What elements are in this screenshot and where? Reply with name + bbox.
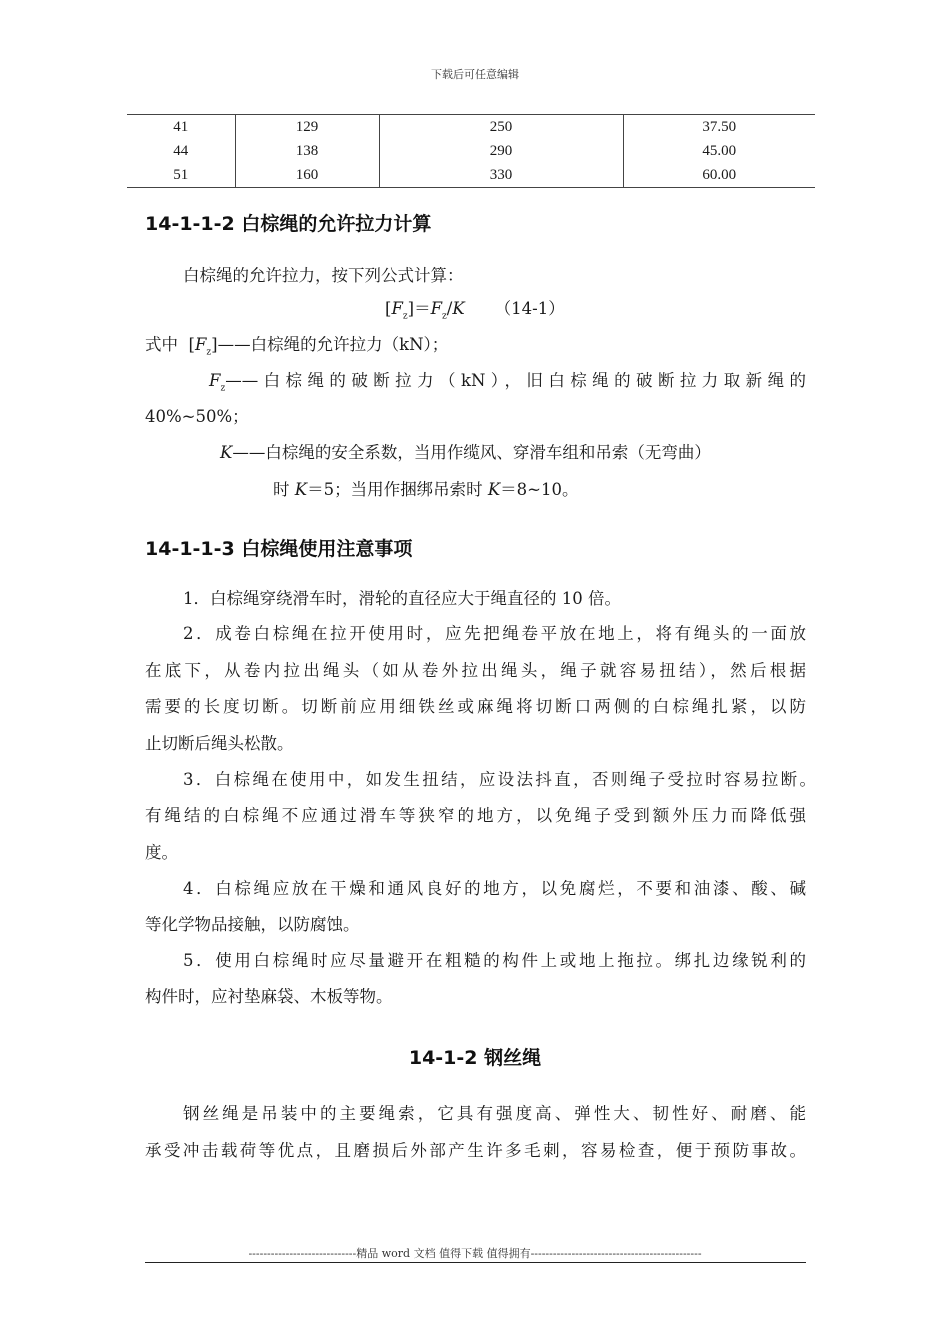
list-item: 3．白棕绳在使用中，如发生扭结，应设法抖直，否则绳子受拉时容易拉断。 [183,770,816,789]
formula: $[F_z]=F_z/K$ （14-1） [385,299,565,322]
list-item-cont: 需要的长度切断。切断前应用细铁丝或麻绳将切断口两侧的白棕绳扎紧，以防 [145,697,806,716]
list-item-cont: 止切断后绳头松散。 [145,734,294,753]
definition-safety-factor-cont: 时 K＝5；当用作捆绑吊索时 K＝8~10。 [273,480,579,499]
table-cell: 60.00 [623,163,815,188]
table-cell: 160 [235,163,379,188]
table-row [127,163,815,188]
definition-breaking-force-cont: 40%~50%； [145,407,249,426]
table-cell: 290 [379,139,623,163]
table-cell: 129 [235,115,379,140]
list-item-cont: 等化学物品接触，以防腐蚀。 [145,915,360,934]
table-cell: 45.00 [623,139,815,163]
section-heading: 14-1-1-2 白棕绳的允许拉力计算 [145,213,432,235]
definition-safety-factor: K——白棕绳的安全系数，当用作缆风、穿滑车组和吊索（无弯曲） [220,443,711,462]
page-header: 下载后可任意编辑 [431,68,519,81]
list-item-cont: 构件时，应衬垫麻袋、木板等物。 [145,987,393,1006]
list-item-cont: 度。 [145,843,178,862]
page-footer: -----------------------------精品 word 文档 值得下载 值得拥有---------------------------------------------- [248,1247,702,1260]
definition-breaking-force: $F_z——$白棕绳的破断拉力（kN），旧白棕绳的破断拉力取新绳的 [209,371,806,394]
table-cell: 44 [173,143,189,159]
table-row [127,115,815,140]
footer-rule [145,1262,806,1263]
table-cell: 37.50 [623,115,815,140]
table-cell: 138 [235,139,379,163]
list-item-cont: 在底下，从卷内拉出绳头（如从卷外拉出绳头，绳子就容易扭结），然后根据 [145,661,806,680]
list-item: 5．使用白棕绳时应尽量避开在粗糙的构件上或地上拖拉。绑扎边缘锐利的 [183,951,806,970]
table-row [127,139,815,163]
table-cell: 330 [379,163,623,188]
table-cell: 41 [173,119,189,135]
table-cell: 51 [173,167,189,183]
body-paragraph: 钢丝绳是吊装中的主要绳索，它具有强度高、弹性大、韧性好、耐磨、能 [183,1104,806,1123]
definition-allowable-tension: 式中 $[F_z]——$白棕绳的允许拉力（kN）； [145,335,449,358]
intro-paragraph: 白棕绳的允许拉力，按下列公式计算： [183,266,464,285]
formula-number: （14-1） [494,299,565,318]
section-heading: 14-1-1-3 白棕绳使用注意事项 [145,538,413,560]
data-table [127,114,815,188]
chapter-heading: 14-1-2 钢丝绳 [408,1047,542,1069]
list-item: 2．成卷白棕绳在拉开使用时，应先把绳卷平放在地上，将有绳头的一面放 [183,624,806,643]
list-item: 4．白棕绳应放在干燥和通风良好的地方，以免腐烂，不要和油漆、酸、碱 [183,879,806,898]
list-item-cont: 有绳结的白棕绳不应通过滑车等狭窄的地方，以免绳子受到额外压力而降低强 [145,806,806,825]
list-item: 1．白棕绳穿绕滑车时，滑轮的直径应大于绳直径的 10 倍。 [183,589,621,608]
body-paragraph-cont: 承受冲击载荷等优点，且磨损后外部产生许多毛刺，容易检查，便于预防事故。 [145,1141,806,1160]
table-cell: 250 [379,115,623,140]
